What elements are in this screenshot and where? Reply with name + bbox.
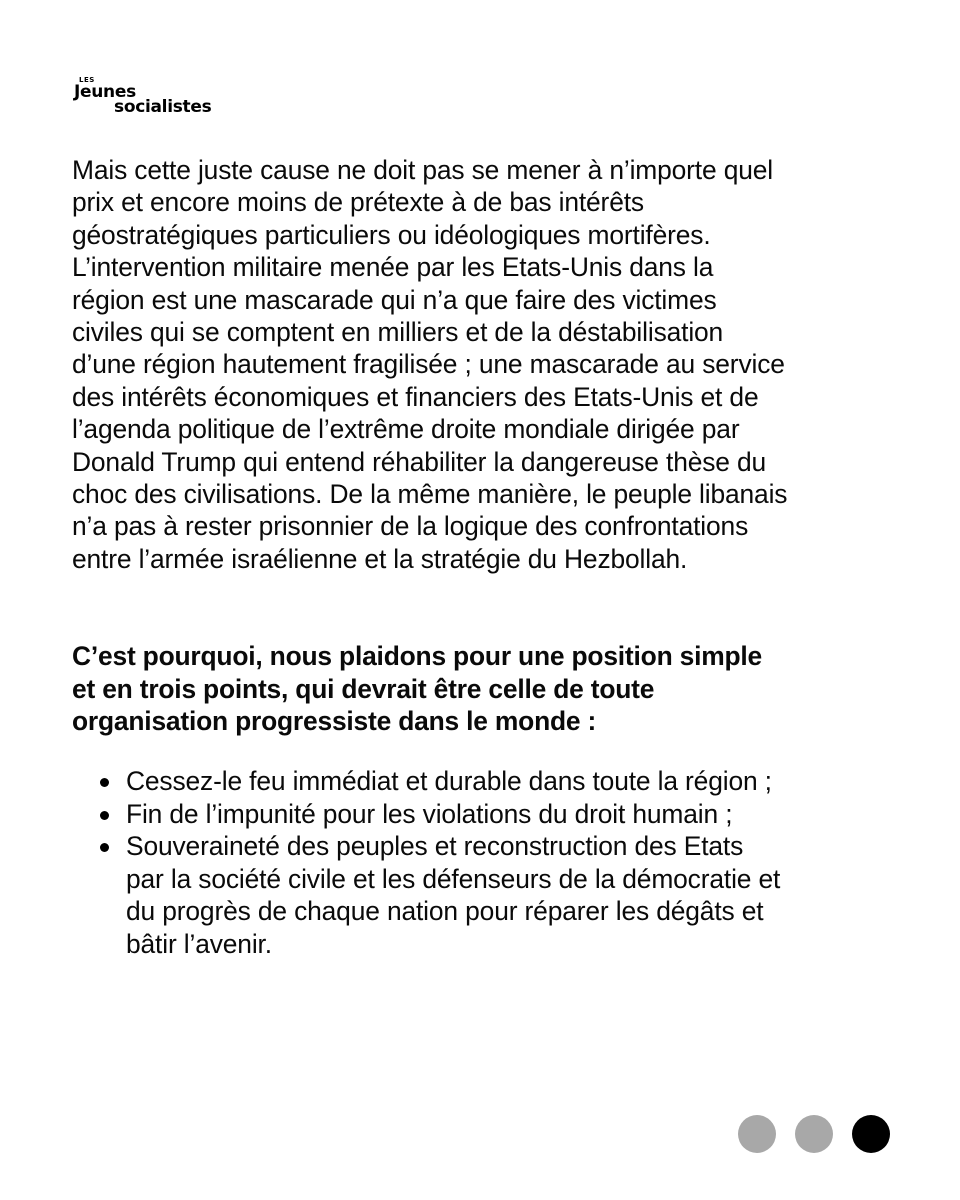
- list-item-line: par la société civile et les défenseurs de la démocratie et: [126, 863, 781, 894]
- paragraph-line: L’intervention militaire menée par les Etats-Unis dans la: [72, 252, 714, 283]
- list-item-line: Cessez-le feu immédiat et durable dans toute la région ;: [126, 766, 772, 796]
- logo: [74, 74, 254, 120]
- callout-line: et en trois points, qui devrait être celle de toute: [72, 673, 655, 704]
- logo-jeunes: Jeunes: [74, 82, 136, 102]
- list-item-line: bâtir l’avenir.: [126, 928, 272, 959]
- page-dot-3[interactable]: [852, 1115, 890, 1153]
- paragraph-line: civiles qui se comptent en milliers et de la déstabilisation: [72, 317, 724, 348]
- page-dot-1[interactable]: [738, 1115, 776, 1153]
- bullet-dot-icon: [100, 778, 109, 787]
- list-item-line: du progrès de chaque nation pour réparer les dégâts et: [126, 896, 764, 926]
- logo-les: LES: [79, 76, 95, 84]
- carousel-pagination: [738, 1115, 890, 1153]
- paragraph-line: entre l’armée israélienne et la stratégie du Hezbollah.: [72, 543, 688, 574]
- body-paragraph: [72, 154, 902, 575]
- paragraph-line: des intérêts économiques et financiers des Etats-Unis et de: [72, 381, 759, 412]
- bullet-dot-icon: [100, 811, 109, 820]
- callout-line: C’est pourquoi, nous plaidons pour une position simple: [72, 641, 763, 671]
- list-item: [72, 798, 902, 831]
- list-item-line: Souveraineté des peuples et reconstruction des Etats: [126, 831, 744, 861]
- paragraph-line: prix et encore moins de prétexte à de bas intérêts: [72, 187, 644, 218]
- callout-line: organisation progressiste dans le monde :: [72, 706, 597, 736]
- bullet-list: [72, 765, 902, 960]
- paragraph-line: Donald Trump qui entend réhabiliter la dangereuse thèse du: [72, 446, 767, 477]
- paragraph-line: d’une région hautement fragilisée ; une mascarade au service: [72, 349, 785, 380]
- paragraph-line: Mais cette juste cause ne doit pas se mener à n’importe quel: [72, 155, 773, 185]
- logo-socialistes: socialistes: [114, 97, 212, 117]
- list-item: [72, 765, 902, 798]
- paragraph-line: l’agenda politique de l’extrême droite mondiale dirigée par: [72, 414, 740, 445]
- bullet-dot-icon: [100, 843, 109, 852]
- list-item-line: Fin de l’impunité pour les violations du droit humain ;: [126, 798, 733, 829]
- paragraph-line: région est une mascarade qui n’a que faire des victimes: [72, 284, 717, 315]
- callout-heading: [72, 640, 902, 738]
- list-item: [72, 830, 902, 960]
- page-dot-2[interactable]: [795, 1115, 833, 1153]
- paragraph-line: géostratégiques particuliers ou idéologiques mortifères.: [72, 219, 711, 250]
- paragraph-line: choc des civilisations. De la même manière, le peuple libanais: [72, 479, 788, 510]
- paragraph-line: n’a pas à rester prisonnier de la logique des confrontations: [72, 511, 749, 542]
